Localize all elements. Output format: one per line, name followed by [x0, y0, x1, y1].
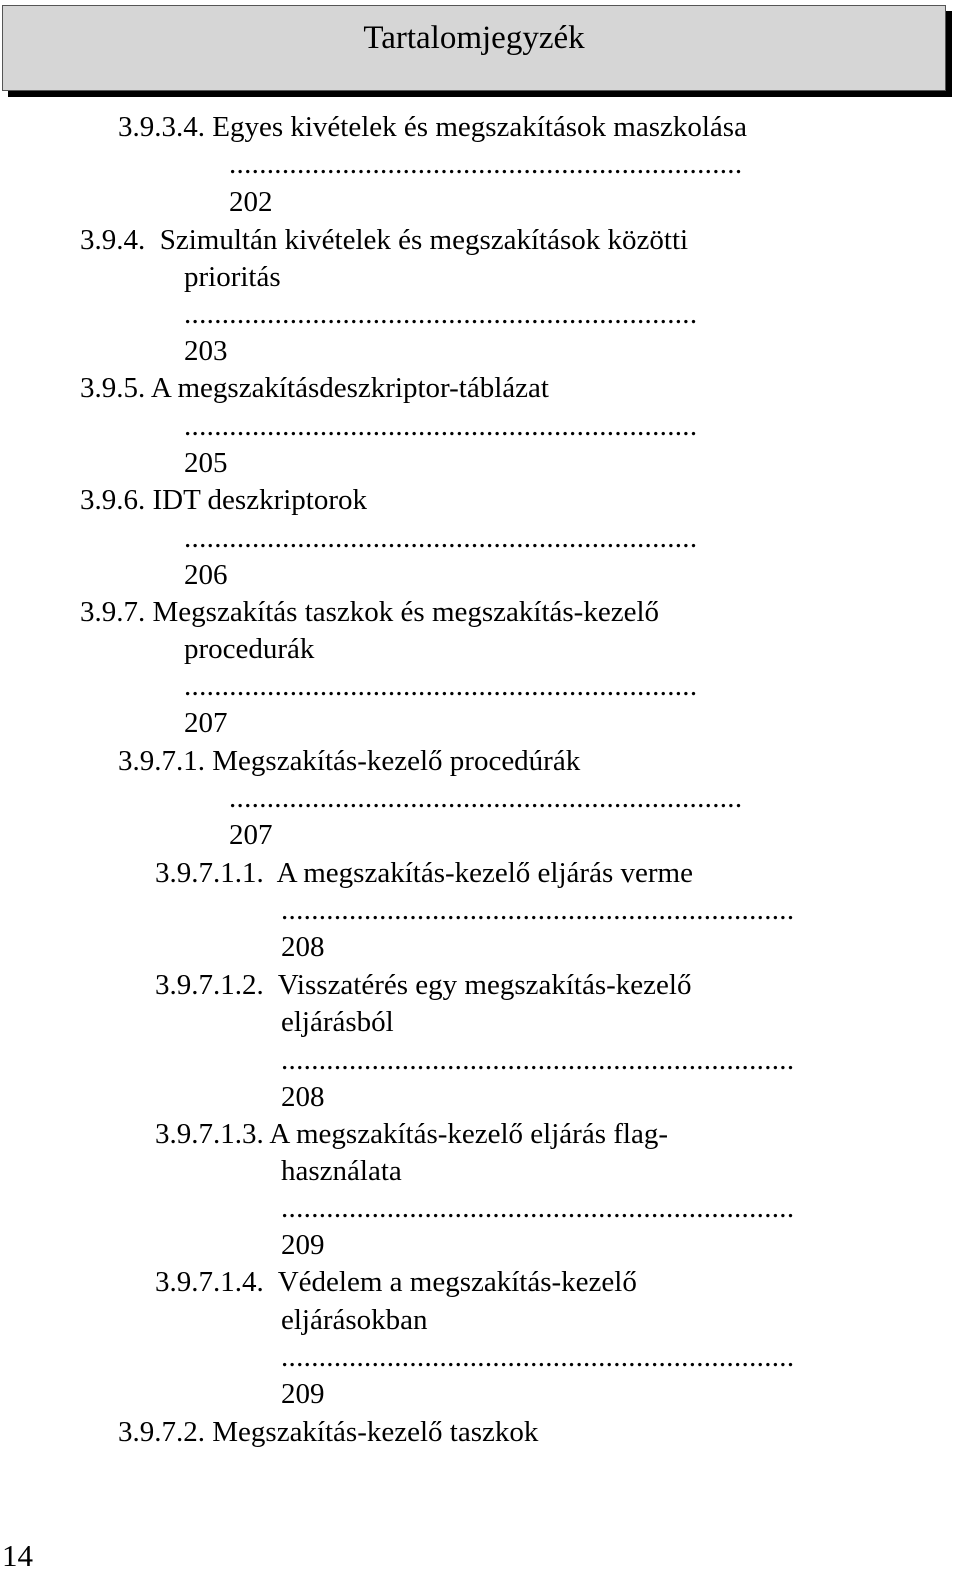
toc-entry-title-cont: eljárásból — [281, 1006, 394, 1038]
toc-entry-number: 3.9.7. — [80, 596, 146, 628]
toc-entry-page[interactable]: 202 — [229, 186, 273, 218]
toc-entry-title: Megszakítás-kezelő procedúrák — [212, 745, 581, 777]
toc-leader-dots: .................................................................... — [281, 894, 795, 926]
toc-leader-dots: .................................................................... — [184, 522, 698, 554]
toc-entry-3-9-7[interactable] — [80, 594, 659, 631]
toc-entry-title-cont: eljárásokban — [281, 1304, 428, 1336]
toc-entry-title-cont: procedurák — [184, 633, 315, 665]
page-title: Tartalomjegyzék — [363, 20, 585, 56]
toc-entry-page[interactable]: 205 — [184, 447, 228, 479]
toc-entry-title: Megszakítás-kezelő taszkok — [212, 1416, 539, 1448]
toc-entry-3-9-3-4[interactable] — [118, 109, 747, 146]
toc-entry-title: Védelem a megszakítás-kezelő — [277, 1266, 637, 1298]
toc-entry-number: 3.9.7.1.1. — [155, 857, 264, 889]
toc-entry-title: A megszakításdeszkriptor-táblázat — [150, 372, 549, 404]
toc-leader-dots: .................................................................... — [184, 298, 698, 330]
toc-leader-dots: .................................................................... — [281, 1044, 795, 1076]
toc-entry-title: A megszakítás-kezelő eljárás verme — [276, 857, 693, 889]
toc-entry-3-9-7-2[interactable] — [118, 1414, 538, 1451]
toc-entry-page[interactable]: 208 — [281, 1081, 325, 1113]
toc-entry-page[interactable]: 206 — [184, 559, 228, 591]
toc-entry-3-9-4[interactable] — [80, 222, 688, 259]
toc-entry-page[interactable]: 207 — [229, 819, 273, 851]
toc-leader-dots: .................................................................... — [281, 1192, 795, 1224]
toc-entry-number: 3.9.7.1.3. — [155, 1118, 264, 1150]
toc-entry-title: Szimultán kivételek és megszakítások közötti — [159, 224, 689, 256]
toc-entry-title: Egyes kivételek és megszakítások maszkolása — [212, 111, 747, 143]
toc-entry-3-9-7-1-2[interactable] — [155, 967, 691, 1004]
toc-leader-dots: .................................................................... — [184, 410, 698, 442]
toc-entry-number: 3.9.4. — [80, 224, 146, 256]
toc-entry-number: 3.9.7.1.4. — [155, 1266, 264, 1298]
toc-leader-dots: .................................................................... — [229, 782, 743, 814]
toc-leader-dots: .................................................................... — [184, 670, 698, 702]
toc-entry-title: Megszakítás taszkok és megszakítás-kezelő — [152, 596, 660, 628]
toc-entry-page[interactable]: 207 — [184, 707, 228, 739]
toc-entry-page[interactable]: 209 — [281, 1229, 325, 1261]
toc-entry-number: 3.9.5. — [80, 372, 146, 404]
toc-entry-page[interactable]: 208 — [281, 931, 325, 963]
toc-entry-title: A megszakítás-kezelő eljárás flag- — [269, 1118, 668, 1150]
toc-entry-3-9-5[interactable] — [80, 370, 549, 407]
toc-entry-page[interactable]: 203 — [184, 335, 228, 367]
toc-entry-number: 3.9.7.1.2. — [155, 969, 264, 1001]
toc-entry-title-cont: prioritás — [184, 261, 281, 293]
toc-entry-number: 3.9.7.2. — [118, 1416, 205, 1448]
toc-leader-dots: .................................................................... — [281, 1341, 795, 1373]
toc-entry-3-9-7-1-1[interactable] — [155, 855, 693, 892]
toc-entry-number: 3.9.3.4. — [118, 111, 205, 143]
toc-leader-dots: .................................................................... — [229, 148, 743, 180]
toc-entry-3-9-7-1[interactable] — [118, 743, 580, 780]
toc-entry-3-9-7-1-4[interactable] — [155, 1264, 637, 1301]
toc-entry-3-9-7-1-3[interactable] — [155, 1116, 668, 1153]
toc-entry-number: 3.9.7.1. — [118, 745, 205, 777]
page-number: 14 — [2, 1538, 33, 1573]
toc-entry-title: Visszatérés egy megszakítás-kezelő — [277, 969, 692, 1001]
toc-entry-number: 3.9.6. — [80, 484, 146, 516]
toc-entry-title: IDT deszkriptorok — [152, 484, 367, 516]
toc-entry-3-9-6[interactable] — [80, 482, 367, 519]
toc-entry-title-cont: használata — [281, 1155, 402, 1187]
toc-entry-page[interactable]: 209 — [281, 1378, 325, 1410]
